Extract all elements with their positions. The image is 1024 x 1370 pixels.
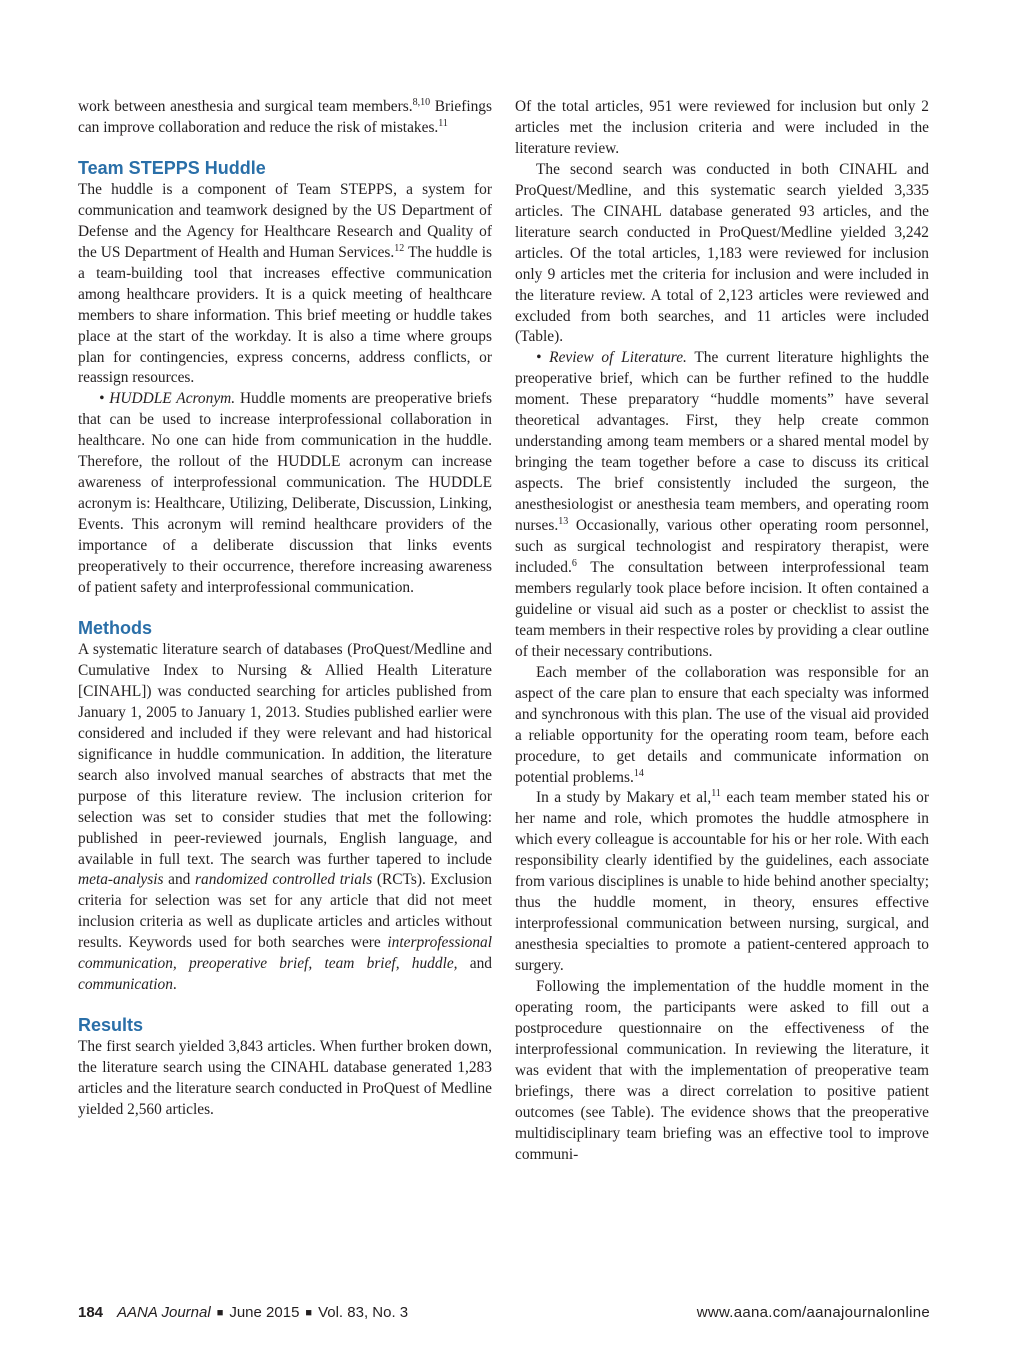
page-number: 184	[78, 1304, 104, 1321]
separator-square-icon: ■	[305, 1307, 313, 1319]
intro-paragraph: work between anesthesia and surgical team members.$^{8,10}$ Briefings can improve collaboration and reduce the risk of mistakes.$^{11}$	[78, 97, 492, 136]
right-column	[515, 97, 929, 1166]
implementation-paragraph: Following the implementation of the huddle moment in the operating room, the participants were asked to fill out a postprocedure questionnaire on the effectiveness of the interprofessional communication. In reviewing the literature, it was evident that with the implementation of preoperative team briefings, there was a direct correlation to positive patient outcomes (see Table). The evidence shows that the preoperative multidisciplinary team briefing was an effective tool to improve communi-	[515, 978, 929, 1163]
collaboration-paragraph: Each member of the collaboration was responsible for an aspect of the care plan to ensure that each specialty was informed and synchronous with this plan. The use of the visual aid provided a reliable opportunity for the operating room team, before each procedure, to get details and communicate information on potential problems.$^{14}$	[515, 663, 929, 786]
huddle-acronym-paragraph: • HUDDLE Acronym. Huddle moments are preoperative briefs that can be used to increase interprofessional collaboration in healthcare. No one can hide from communication in the huddle. Therefore, the rollout of the HUDDLE acronym can increase awareness of interprofessional communication. The HUDDLE acronym is: Healthcare, Utilizing, Deliberate, Discussion, Linking, Events. This acronym will remind healthcare providers of the importance of a deliberate discussion that links events preoperatively to their occurrence, therefore increasing awareness of patient safety and interprofessional communication.	[78, 390, 492, 597]
results-paragraph-continued: Of the total articles, 951 were reviewed for inclusion but only 2 articles met the inclusion criteria and were included in the literature review.	[515, 98, 929, 157]
left-column	[78, 97, 492, 1121]
heading-results: Results	[78, 1015, 144, 1036]
methods-paragraph: A systematic literature search of databases (ProQuest/Medline and Cumulative Index to Nursing & Allied Health Literature [CINAHL]) was conducted searching for articles published from January 1, 2005 to January 1, 2013. Studies published earlier were considered and included if they were relevant and had historical significance in huddle communication. In addition, the literature search also involved manual searches of abstracts that met the purpose of this literature review. The inclusion criterion for selection was set to consider studies that met the following: published in peer-reviewed journals, English language, and available in full text. The search was further tapered to include meta-analysis and randomized controlled trials (RCTs). Exclusion criteria for selection was set for any article that did not meet inclusion criteria as well as duplicate articles and articles without results. Keywords used for both searches were interprofessional communication, preoperative brief, team brief, huddle, and communication.	[78, 640, 492, 994]
makary-study-paragraph: In a study by Makary et al,$^{11}$ each team member stated his or her name and role, which promotes the huddle atmosphere in which every colleague is accountable for his or her role. With each responsibility clearly identified by the guidelines, each associate from various disciplines is unable to hide behind another specialty; thus the huddle moment, in theory, ensures effective interprofessional communication between nursing, surgical, and anesthesia specialties to promote a patient-centered approach to surgery.	[515, 788, 929, 975]
second-search-paragraph: The second search was conducted in both CINAHL and ProQuest/Medline, and this systematic search yielded 3,335 articles. The CINAHL database generated 93 articles, and the literature search conducted in ProQuest/Medline yielded 3,242 articles. Of the total articles, 1,183 were reviewed for inclusion only 9 articles met the criteria for inclusion and were included in the literature review. A total of 2,123 articles were reviewed and excluded from both searches, and 11 articles were included (Table).	[515, 160, 929, 346]
heading-methods: Methods	[78, 617, 152, 638]
page-footer	[78, 1304, 930, 1326]
heading-team-stepps-huddle: Team STEPPS Huddle	[78, 157, 266, 178]
volume-number: Vol. 83, No. 3	[318, 1304, 409, 1321]
results-paragraph: The first search yielded 3,843 articles. When further broken down, the literature search using the CINAHL database generated 1,283 articles and the literature search conducted in ProQuest of Medline yielded 2,560 articles.	[78, 1038, 492, 1119]
journal-url: www.aana.com/aanajournalonline	[696, 1304, 930, 1321]
issue-date: June 2015	[229, 1304, 300, 1321]
separator-square-icon: ■	[216, 1307, 224, 1319]
stepps-paragraph: The huddle is a component of Team STEPPS, a system for communication and teamwork designed by the US Department of Defense and the Agency for Healthcare Research and Quality of the US Department of Health and Human Services.$^{12}$ The huddle is a team-building tool that increases effective communication among healthcare providers. It is a quick meeting of healthcare members to share information. This brief meeting or huddle takes place at the start of the workday. It is also a time where groups plan for contingencies, express concerns, address conflicts, or reassign resources.	[78, 180, 492, 387]
review-of-literature-paragraph: • Review of Literature. The current literature highlights the preoperative brief, which can be further refined to the huddle moment. These preparatory “huddle moments” have several theoretical advantages. First, they help create common understanding among team members or a shared mental model by bringing the team together before a case to discuss its critical aspects. The brief consistently included the surgeon, the anesthesiologist or anesthesia team members, and operating room nurses.$^{13}$ Occasionally, various other operating room personnel, such as surgical technologist and respiratory therapist, were included.$^6$ The consultation between interprofessional team members regularly took place before incision. It often contained a guideline or visual aid such as a poster or checklist to assist the team members in their respective roles by providing a clear outline of their necessary contributions.	[515, 349, 929, 660]
review-of-literature-label: • Review of Literature.	[536, 349, 687, 367]
journal-name: AANA Journal	[117, 1304, 211, 1321]
huddle-acronym-label: • HUDDLE Acronym.	[99, 390, 236, 408]
